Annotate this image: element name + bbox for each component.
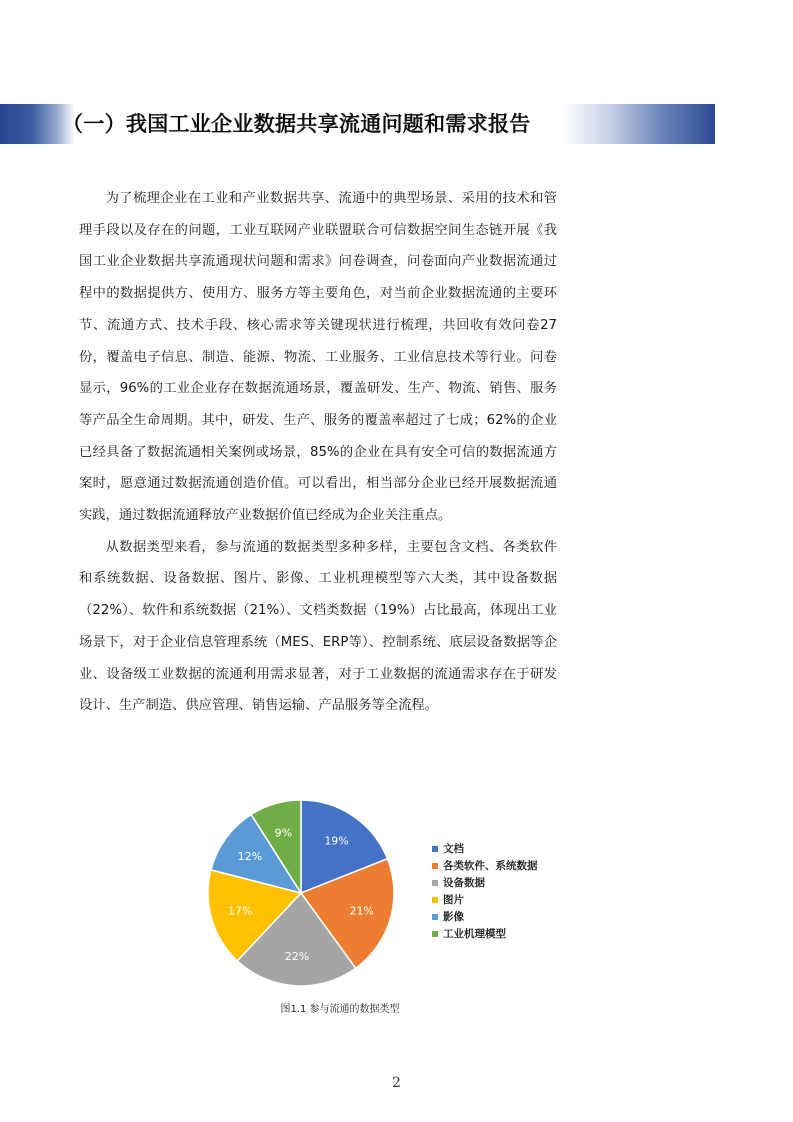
legend-label: 影像 — [443, 911, 464, 923]
pie-slice-label: 9% — [274, 826, 293, 840]
legend-swatch — [432, 880, 438, 886]
pie-slice-label: 12% — [237, 849, 263, 863]
page-number: 2 — [392, 1075, 401, 1091]
section-title: （一）我国工业企业数据共享流通问题和需求报告 — [62, 112, 531, 136]
pie-slice-label: 21% — [349, 904, 374, 918]
paragraph-2: 从数据类型来看，参与流通的数据类型多种多样，主要包含文档、各类软件和系统数据、设备数据、图片、影像、工业机理模型等六大类，其中设备数据（22%）、软件和系统数据（21%）、文档类数据（19%）占比最高，体现出工业场景下，对于企业信息管理系统（MES、ERP等）、控制系统、底层设备数据等企业、设备级工业数据的流通利用需求显著，对于工业数据的流通需求存在于研发设计、生产制造、供应管理、销售运输、产品服务等全流程。 — [79, 539, 557, 714]
pie-chart-figure — [200, 790, 600, 1020]
legend-item — [432, 925, 538, 942]
legend-label: 图片 — [443, 894, 464, 906]
legend-item — [432, 908, 538, 925]
legend-swatch — [432, 914, 438, 920]
legend-swatch — [432, 931, 438, 937]
legend-label: 文档 — [443, 843, 464, 855]
legend-label: 各类软件、系统数据 — [443, 860, 538, 872]
legend-label: 工业机理模型 — [443, 928, 506, 940]
legend-swatch — [432, 846, 438, 852]
chart-legend — [432, 840, 538, 942]
pie-chart — [200, 790, 430, 1000]
figure-caption: 图1.1 参与流通的数据类型 — [280, 1004, 400, 1015]
pie-slice-label: 19% — [324, 834, 349, 848]
legend-item — [432, 840, 538, 857]
section-title-bar — [0, 104, 715, 144]
body-text — [79, 183, 557, 722]
legend-swatch — [432, 863, 438, 869]
legend-item — [432, 874, 538, 891]
legend-label: 设备数据 — [443, 877, 485, 889]
legend-item — [432, 891, 538, 908]
pie-slice-label: 17% — [228, 904, 253, 918]
legend-swatch — [432, 897, 438, 903]
legend-item — [432, 857, 538, 874]
pie-slice-label: 22% — [284, 950, 310, 964]
paragraph-1: 为了梳理企业在工业和产业数据共享、流通中的典型场景、采用的技术和管理手段以及存在的问题，工业互联网产业联盟联合可信数据空间生态链开展《我国工业企业数据共享流通现状问题和需求》问卷调查，问卷面向产业数据流通过程中的数据提供方、使用方、服务方等主要角色，对当前企业数据流通的主要环节、流通方式、技术手段、核心需求等关键现状进行梳理，共回收有效问卷27份，覆盖电子信息、制造、能源、物流、工业服务、工业信息技术等行业。问卷显示，96%的工业企业存在数据流通场景，覆盖研发、生产、物流、销售、服务等产品全生命周期。其中，研发、生产、服务的覆盖率超过了七成；62%的企业已经具备了数据流通相关案例或场景，85%的企业在具有安全可信的数据流通方案时，愿意通过数据流通创造价值。可以看出，相当部分企业已经开展数据流通实践，通过数据流通释放产业数据价值已经成为企业关注重点。 — [79, 191, 557, 524]
